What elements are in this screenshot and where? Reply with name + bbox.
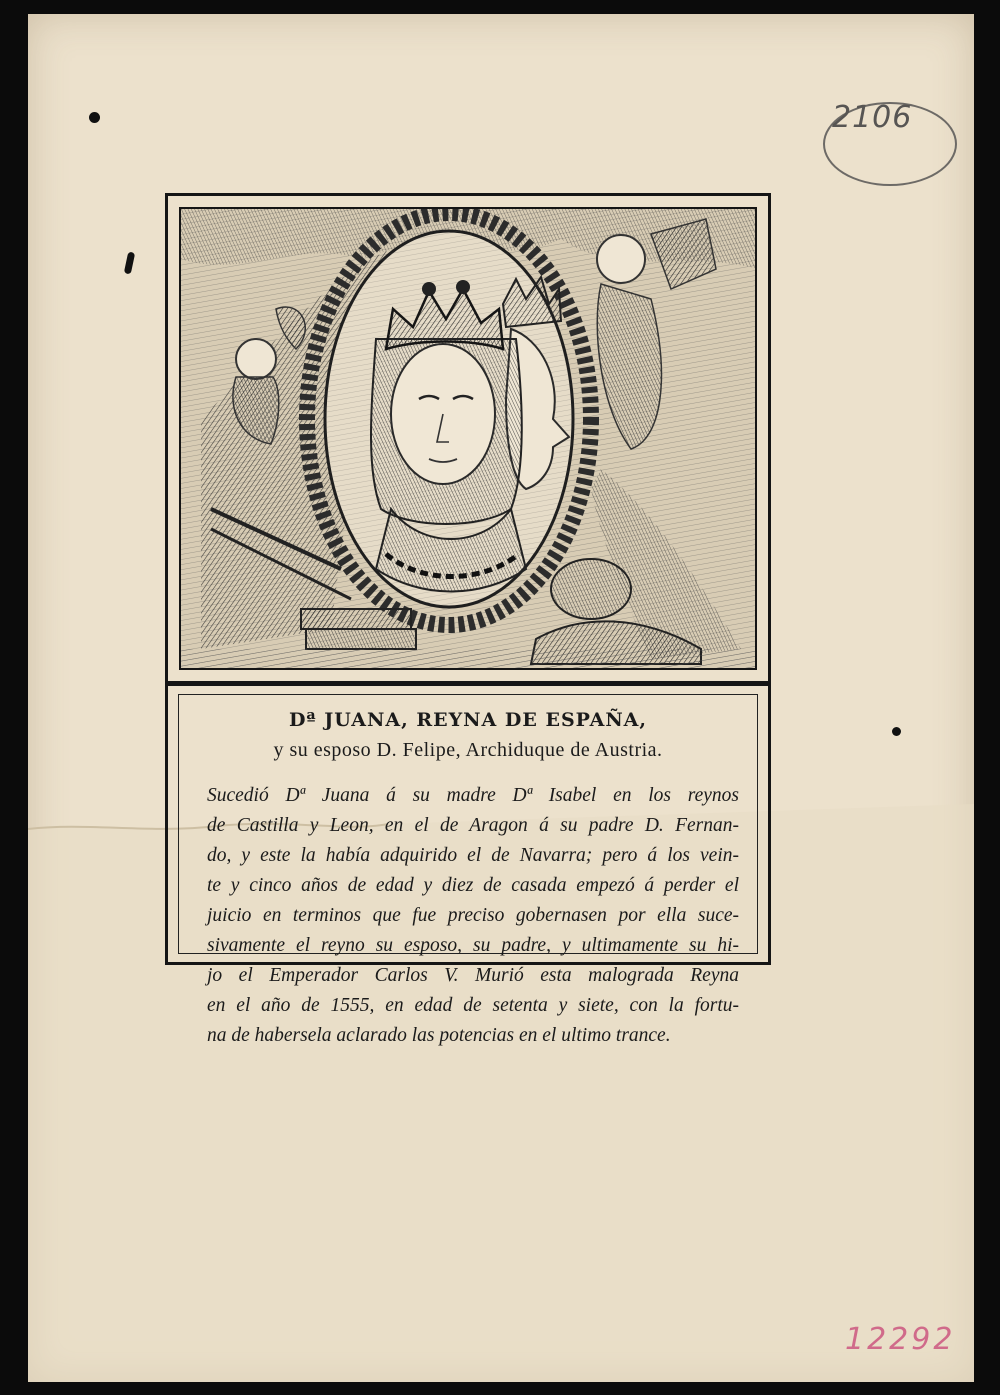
caption-line: jo el Emperador Carlos V. Murió esta malograda Reyna (207, 965, 739, 986)
caption-subtitle: y su esposo D. Felipe, Archiduque de Austria. (273, 739, 663, 761)
engraving (179, 207, 757, 670)
caption-title: Dª JUANA, REYNA DE ESPAÑA, (288, 709, 648, 731)
caption-line: do, y este la había adquirido el de Navarra; pero á los vein- (207, 845, 739, 866)
engraving-frame (165, 193, 771, 684)
stamp-inventory-number: 12292 (845, 1322, 956, 1357)
caption-panel (178, 694, 758, 1046)
engraving-illustration (181, 209, 757, 670)
caption-line: Sucedió Dª Juana á su madre Dª Isabel en los reynos (207, 785, 739, 806)
caption-line: en el año de 1555, en edad de setenta y siete, con la fortu- (207, 995, 739, 1016)
caption-line: sivamente el reyno su esposo, su padre, y ultimamente su hi- (207, 935, 739, 956)
ink-dot (89, 112, 100, 123)
caption-line: juicio en terminos que fue preciso gobernasen por ella suce- (207, 905, 739, 926)
caption-line: de Castilla y Leon, en el de Aragon á su padre D. Fernan- (207, 815, 739, 836)
ink-dot (892, 727, 901, 736)
caption-line: te y cinco años de edad y diez de casada empezó á perder el (207, 875, 739, 896)
caption-frame (165, 683, 771, 1046)
pencil-inventory-number: 2106 (832, 100, 913, 135)
caption-line: na de habersela aclarado las potencias en el ultimo trance. (207, 1025, 671, 1046)
